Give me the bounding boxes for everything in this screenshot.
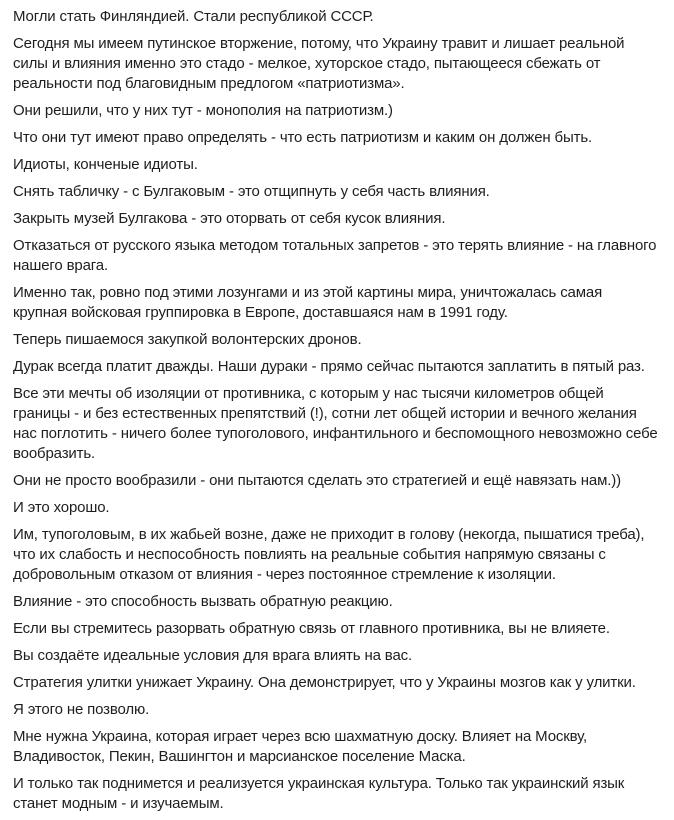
post-paragraph: Дурак всегда платит дважды. Наши дураки - прямо сейчас пытаются заплатить в пятый раз.	[13, 358, 645, 375]
post-paragraph: Отказаться от русского языка методом тотальных запретов - это терять влияние - на главного нашего врага.	[13, 237, 657, 274]
post-paragraph: Они решили, что у них тут - монополия на патриотизм.)	[13, 102, 393, 119]
post-paragraph: Именно так, ровно под этими лозунгами и из этой картины мира, уничтожалась самая крупная войсковая группировка в Европе, доставшаяся нам в 1991 году.	[13, 284, 603, 321]
post-paragraph: Закрыть музей Булгакова - это оторвать от себя кусок влияния.	[13, 210, 446, 227]
post-paragraph: Снять табличку - с Булгаковым - это отщипнуть у себя часть влияния.	[13, 183, 490, 200]
post-paragraph: Что они тут имеют право определять - что есть патриотизм и каким он должен быть.	[13, 129, 593, 146]
post-paragraph: Сегодня мы имеем путинское вторжение, потому, что Украину травит и лишает реальной силы и влияния именно это стадо - мелкое, хуторское стадо, пытающееся сбежать от реальности под благовидным предлогом «патриотизма».	[13, 35, 625, 92]
post-paragraph: Стратегия улитки унижает Украину. Она демонстрирует, что у Украины мозгов как у улитки.	[13, 674, 636, 691]
post-paragraph: Могли стать Финляндией. Стали республикой СССР.	[13, 8, 374, 25]
post-paragraph: Они не просто вообразили - они пытаются сделать это стратегией и ещё навязать нам.))	[13, 472, 621, 489]
post-paragraph: Я этого не позволю.	[13, 701, 150, 718]
post-paragraph: И только так поднимется и реализуется украинская культура. Только так украинский язык станет модным - и изучаемым.	[13, 775, 625, 812]
post-paragraph: И это хорошо.	[13, 499, 110, 516]
post-paragraph: Теперь пишаемося закупкой волонтерских дронов.	[13, 331, 362, 348]
post-paragraph: Вы создаёте идеальные условия для врага влиять на вас.	[13, 647, 413, 664]
post-paragraph: Все эти мечты об изоляции от противника, с которым у нас тысячи километров общей границы - и без естественных препятствий (!), сотни лет общей истории и вечного желания нас поглотить - ничего более тупоголового, инфантильного и беспомощного невозможно себе вообразить.	[13, 385, 658, 462]
post-paragraph: Мне нужна Украина, которая играет через всю шахматную доску. Влияет на Москву, Владивосток, Пекин, Вашингтон и марсианское поселение Маска.	[13, 728, 588, 765]
post-paragraph: Влияние - это способность вызвать обратную реакцию.	[13, 593, 393, 610]
post-paragraph: Если вы стремитесь разорвать обратную связь от главного противника, вы не влияете.	[13, 620, 610, 637]
post-paragraph: Идиоты, конченые идиоты.	[13, 156, 198, 173]
post-paragraph: Им, тупоголовым, в их жабьей возне, даже не приходит в голову (некогда, пышатися треба), что их слабость и неспособность повлиять на реальные события напрямую связаны с добровольным отказом от влияния - через постоянное стремление к изоляции.	[13, 526, 645, 583]
